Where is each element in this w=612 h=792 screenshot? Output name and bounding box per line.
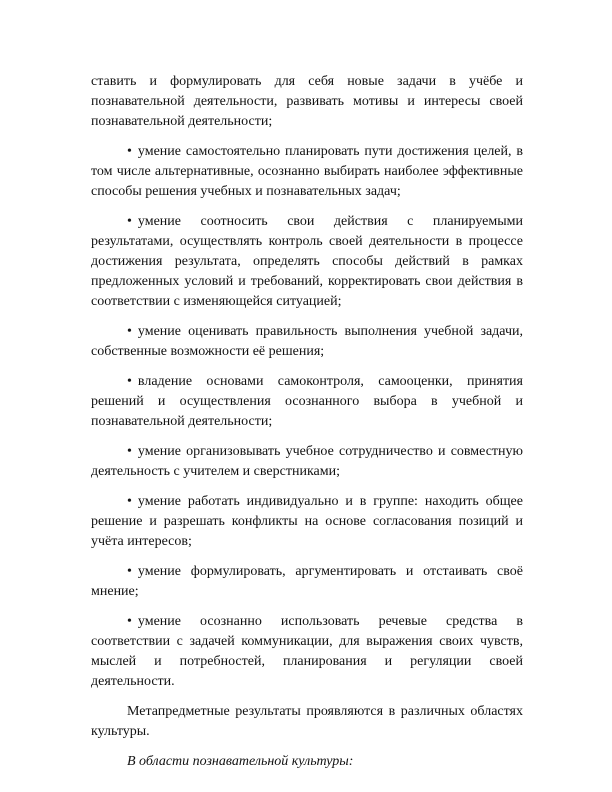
- bullet-icon: •: [127, 324, 132, 339]
- paragraph-text: ставить и формулировать для себя новые задачи в учёбе и познавательной деятельности, развивать мотивы и интересы своей познавательной деятельности;: [91, 74, 523, 129]
- section-heading-cognitive-culture: [91, 752, 523, 772]
- paragraph-metasubject-results: [91, 702, 523, 742]
- bullet-item-argue-opinion: [91, 562, 523, 602]
- bullet-icon: •: [127, 494, 132, 509]
- bullet-item-speech-means: [91, 612, 523, 692]
- document-body: [91, 72, 523, 782]
- bullet-text: умение оценивать правильность выполнения учебной задачи, собственные возможности её решения;: [91, 324, 523, 359]
- paragraph-continuation: [91, 72, 523, 132]
- bullet-item-plan-goals: [91, 142, 523, 202]
- paragraph-text: Метапредметные результаты проявляются в различных областях культуры.: [91, 704, 523, 739]
- bullet-item-self-control: [91, 372, 523, 432]
- bullet-icon: •: [127, 144, 132, 159]
- bullet-text: умение соотносить свои действия с планируемыми результатами, осуществлять контроль своей деятельности в процессе достижения результата, определять способы действий в рамках предложенных условий и требований, корректировать свои действия в соответствии с изменяющейся ситуацией;: [91, 214, 523, 309]
- bullet-text: умение формулировать, аргументировать и отстаивать своё мнение;: [91, 564, 523, 599]
- bullet-icon: •: [127, 564, 132, 579]
- bullet-icon: •: [127, 614, 132, 629]
- bullet-item-cooperation: [91, 442, 523, 482]
- bullet-text: умение работать индивидуально и в группе: находить общее решение и разрешать конфликты на основе согласования позиций и учёта интересов;: [91, 494, 523, 549]
- heading-text: В области познавательной культуры:: [127, 754, 354, 769]
- bullet-icon: •: [127, 374, 132, 389]
- bullet-icon: •: [127, 214, 132, 229]
- bullet-item-correlate-actions: [91, 212, 523, 312]
- bullet-text: владение основами самоконтроля, самооценки, принятия решений и осуществления осознанного выбора в учебной и познавательной деятельности;: [91, 374, 523, 429]
- bullet-item-group-work: [91, 492, 523, 552]
- bullet-text: умение осознанно использовать речевые средства в соответствии с задачей коммуникации, для выражения своих чувств, мыслей и потребностей, планирования и регуляции своей деятельности.: [91, 614, 523, 689]
- bullet-icon: •: [127, 444, 132, 459]
- bullet-text: умение организовывать учебное сотрудничество и совместную деятельность с учителем и сверстниками;: [91, 444, 523, 479]
- bullet-text: умение самостоятельно планировать пути достижения целей, в том числе альтернативные, осознанно выбирать наиболее эффективные способы решения учебных и познавательных задач;: [91, 144, 523, 199]
- bullet-item-evaluate-task: [91, 322, 523, 362]
